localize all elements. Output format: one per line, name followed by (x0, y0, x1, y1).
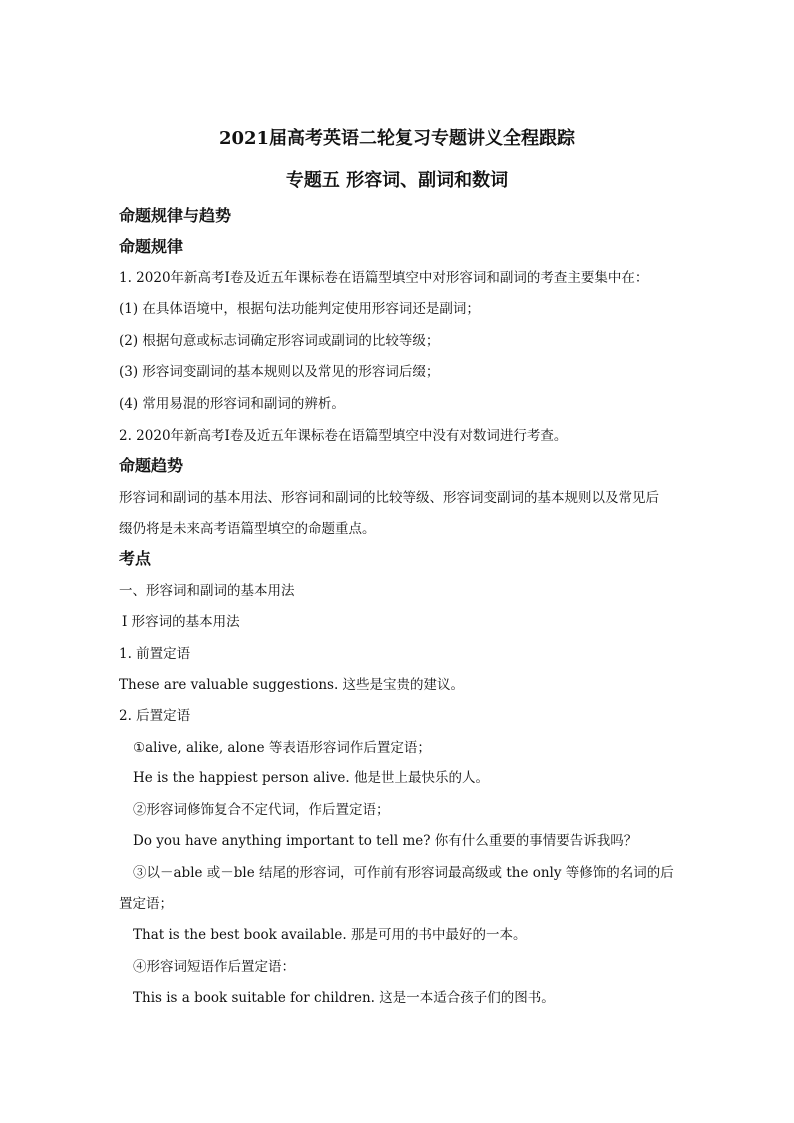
post-attributive-example-3: That is the best book available. 那是可用的书中最好的一本。 (133, 927, 527, 943)
trends-paragraph-line-1: 形容词和副词的基本用法、形容词和副词的比较等级、形容词变副词的基本规则以及常见后 (119, 490, 659, 506)
rule-item-1: 1. 2020年新高考Ⅰ卷及近五年课标卷在语篇型填空中对形容词和副词的考查主要集中在： (119, 270, 649, 286)
document-title: 2021届高考英语二轮复习专题讲义全程跟踪 (218, 128, 576, 149)
rule-item-1a: (1) 在具体语境中，根据句法功能判定使用形容词还是副词； (119, 301, 480, 317)
post-attributive-example-1: He is the happiest person alive. 他是世上最快乐的人。 (133, 770, 489, 786)
rule-item-2: 2. 2020年新高考Ⅰ卷及近五年课标卷在语篇型填空中没有对数词进行考查。 (119, 428, 568, 444)
section-heading-points: 考点 (119, 549, 152, 568)
subpart-heading-i: Ⅰ 形容词的基本用法 (122, 614, 240, 630)
post-attributive-example-4: This is a book suitable for children. 这是一本适合孩子们的图书。 (133, 990, 555, 1006)
document-subtitle: 专题五 形容词、副词和数词 (285, 170, 509, 191)
section-heading-trends: 命题趋势 (119, 456, 184, 475)
post-attributive-rule-2: ②形容词修饰复合不定代词，作后置定语； (133, 802, 390, 818)
post-attributive-rule-4: ④形容词短语作后置定语： (133, 959, 295, 975)
trends-paragraph-line-2: 缀仍将是未来高考语篇型填空的命题重点。 (119, 521, 376, 537)
post-attributive-rule-3-line-2: 置定语； (119, 896, 173, 912)
rule-item-1d: (4) 常用易混的形容词和副词的辨析。 (119, 396, 345, 412)
post-attributive-rule-1: ①alive, alike, alone 等表语形容词作后置定语； (133, 740, 431, 756)
post-attributive-example-2: Do you have anything important to tell me? 你有什么重要的事情要告诉我吗？ (133, 833, 638, 849)
post-attributive-rule-3-line-1: ③以－able 或－ble 结尾的形容词，可作前有形容词最高级或 the only 等修饰的名词的后 (133, 865, 674, 881)
rule-item-1b: (2) 根据句意或标志词确定形容词或副词的比较等级； (119, 333, 440, 349)
usage-heading-post-attributive: 2. 后置定语 (119, 708, 191, 724)
example-pre-attributive: These are valuable suggestions. 这些是宝贵的建议。 (119, 677, 465, 693)
rule-item-1c: (3) 形容词变副词的基本规则以及常见的形容词后缀； (119, 364, 440, 380)
section-heading-rules: 命题规律 (119, 237, 184, 256)
section-heading-rules-trends: 命题规律与趋势 (119, 206, 232, 225)
part-heading-1: 一、形容词和副词的基本用法 (119, 583, 295, 599)
usage-heading-pre-attributive: 1. 前置定语 (119, 646, 191, 662)
